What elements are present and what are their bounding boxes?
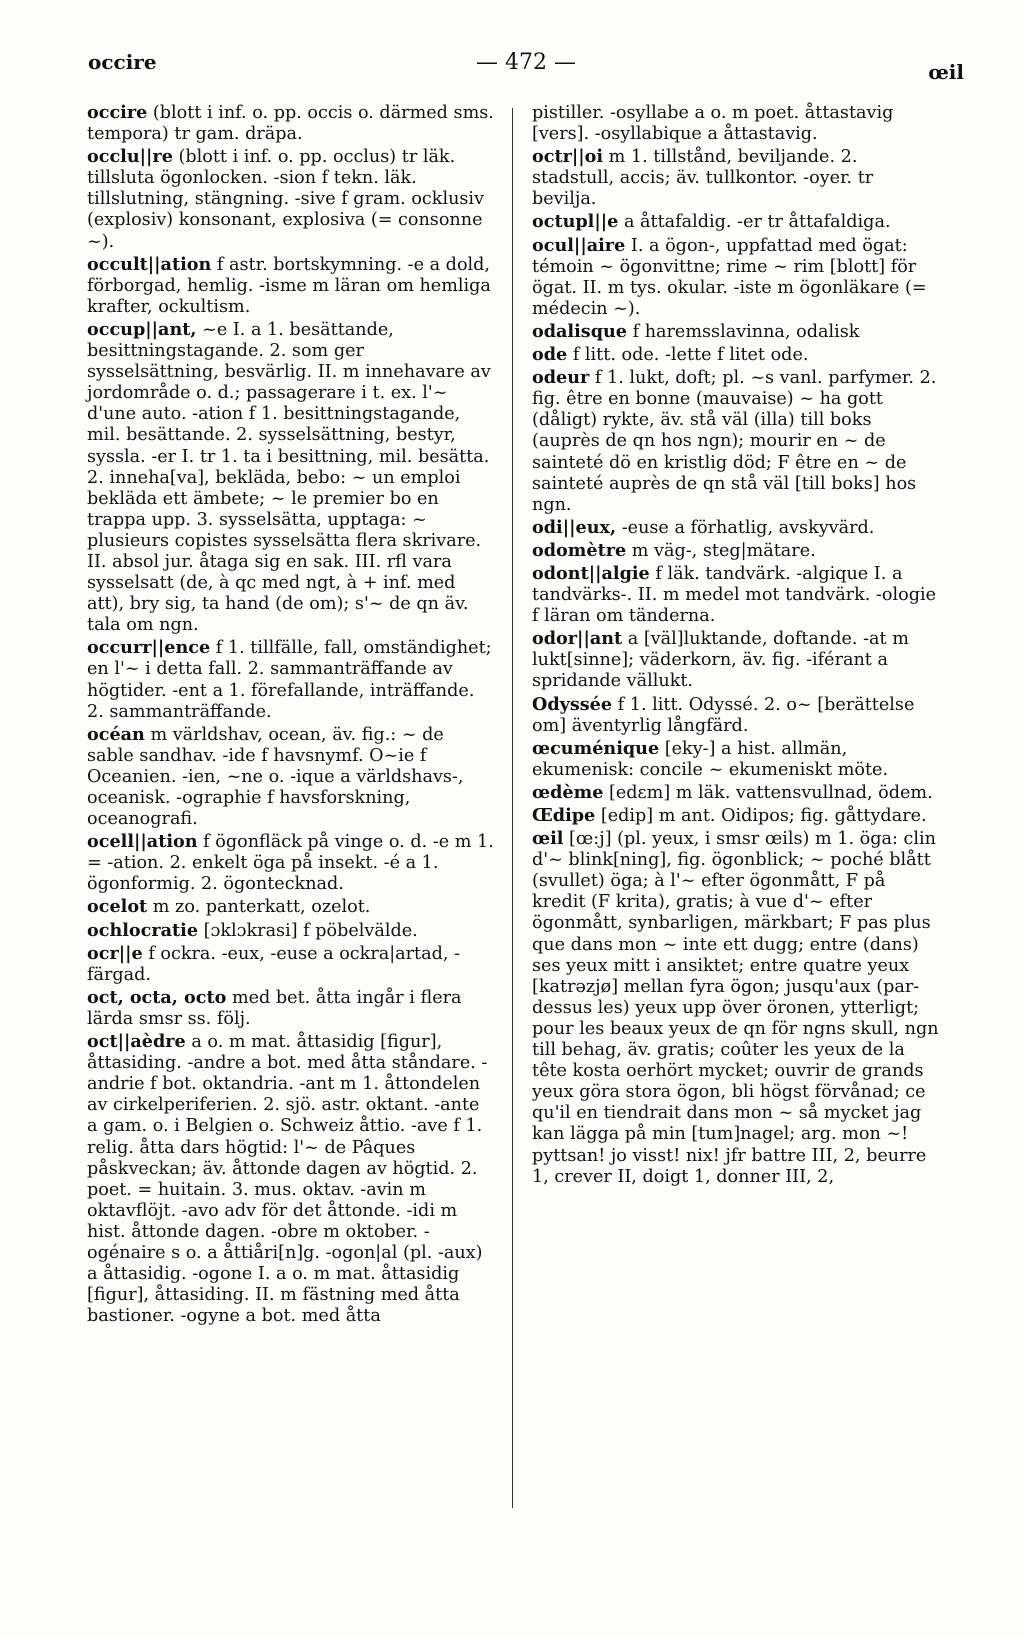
entry-headword: octr||oi	[532, 146, 604, 168]
entry-headword: occlu||re	[87, 146, 173, 168]
entry-headword: ode	[532, 344, 568, 366]
header-left-headword: occire	[88, 50, 157, 74]
entry-headword: odi||eux,	[532, 516, 617, 538]
dictionary-entry	[87, 254, 495, 318]
dictionary-entry	[532, 828, 940, 1188]
entry-definition: f astr. bortskymning. -e a dold, förborgad, hemlig. -isme m läran om hemliga krafter, ockultism.	[87, 254, 491, 317]
entry-headword: ocelot	[87, 896, 148, 918]
entry-headword: oct, octa, octo	[87, 986, 227, 1008]
entry-definition: -euse a förhatlig, avskyvärd.	[621, 517, 875, 538]
entry-headword: ochlocratie	[87, 919, 199, 941]
entry-headword: ocr||e	[87, 942, 143, 964]
entry-definition: f 1. litt. Odyssé. 2. o~ [berättelse om] äventyrlig långfärd.	[532, 694, 915, 736]
dictionary-entry	[87, 1031, 495, 1327]
entry-definition: a o. m mat. åttasidig [figur], åttasiding. -andre a bot. med åtta ståndare. -andrie f bot. oktandria. -ant m 1. åttondelen av cirkelperiferien. 2. sjö. astr. oktant. -ante a gam. o. i Belgien o. Schweiz åttio. -ave f 1. relig. åtta dars högtid: l'~ de Pâques påskveckan; äv. åttonde dagen av högtid. 2. poet. = huitain. 3. mus. oktav. -avin m oktavflöjt. -avo adv för det åttonde. -idi m hist. åttonde dagen. -obre m oktober. -ogénaire s o. a åttiåri[n]g. -ogon|al (pl. -aux) a åttasidig. -ogone I. a o. m mat. åttasidig [figur], åttasiding. II. m fästning med åtta bastioner. -ogyne a bot. med åtta	[87, 1032, 488, 1327]
dictionary-entry	[87, 831, 495, 895]
page-number: — 472 —	[476, 50, 576, 75]
dictionary-entry	[532, 628, 940, 692]
entry-headword: œcuménique	[532, 737, 660, 759]
dictionary-entry	[532, 367, 940, 516]
entry-headword: occup||ant,	[87, 318, 197, 340]
entry-headword: odomètre	[532, 539, 627, 561]
dictionary-entry	[87, 637, 495, 722]
dictionary-entry	[532, 540, 940, 562]
entry-definition: a [väl]luktande, doftande. -at m lukt[sinne]; väderkorn, äv. fig. -iférant a spridande vällukt.	[532, 629, 909, 692]
page-header	[88, 44, 964, 84]
dictionary-entry	[87, 146, 495, 252]
dictionary-entry	[532, 102, 940, 145]
entry-definition: m 1. tillstånd, beviljande. 2. stadstull, accis; äv. tullkontor. -oyer. tr bevilja.	[532, 147, 874, 210]
dictionary-entry	[87, 987, 495, 1030]
entry-headword: ocul||aire	[532, 234, 626, 256]
entry-headword: occurr||ence	[87, 637, 211, 659]
entry-definition: f ockra. -eux, -euse a ockra|artad, -färgad.	[87, 943, 460, 985]
entry-definition: m zo. panterkatt, ozelot.	[152, 897, 371, 918]
entry-definition: (blott i inf. o. pp. occlus) tr läk. tillsluta ögonlocken. -sion f tekn. läk. tillslutning, stängning. -sive f gram. ocklusiv (explosiv) konsonant, explosiva (= consonne ~).	[87, 147, 485, 252]
entry-definition: f läk. tandvärk. -algique I. a tandvärks-. II. m medel mot tandvärk. -ologie f läran om tänderna.	[532, 563, 936, 627]
entry-headword: oct||aèdre	[87, 1031, 186, 1053]
entry-headword: odont||algie	[532, 562, 650, 584]
entry-definition: f litt. ode. -lette f litet ode.	[572, 345, 809, 366]
dictionary-entry	[532, 782, 940, 804]
entry-headword: odeur	[532, 367, 590, 389]
dictionary-entry	[532, 694, 940, 737]
entry-definition: f haremsslavinna, odalisk	[632, 321, 860, 342]
entry-definition: f 1. tillfälle, fall, omständighet; en l'~ i detta fall. 2. sammanträffande av högtider. -ent a 1. förefallande, inträffande. 2. sammanträffande.	[87, 638, 492, 722]
entry-definition: [œ:j] (pl. yeux, i smsr œils) m 1. öga: clin d'~ blink[ning], fig. ögonblick; ~ poché blått (svullet) öga; à l'~ efter ögonmått, F på kredit (F krita), gratis; à vue d'~ efter ögonmått, synbarligen, märkbart; F pas plus que dans mon ~ inte ett dugg; entre (dans) ses yeux mitt i ansiktet; entre quatre yeux [katrəzjø] mellan fyra ögon; jusqu'aux (par-dessus les) yeux upp över öronen, ytterligt; pour les beaux yeux de qn för ngns skull, ngn till behag, äv. gratis; coûter les yeux de la tête kosta oerhört mycket; ouvrir de grands yeux göra stora ögon, bli högst förvånad; ce qu'il en tiendrait dans mon ~ så mycket jag kan lägga på min [tum]nagel; arg. mon ~! pyttsan! jo visst! nix! jfr battre III, 2, beurre 1, crever II, doigt 1, donner III, 2,	[532, 829, 939, 1187]
entry-definition: med bet. åtta ingår i flera lärda smsr ss. följ.	[87, 987, 462, 1029]
entry-headword: occult||ation	[87, 253, 212, 275]
header-right-headword: œil	[928, 60, 964, 84]
dictionary-entry	[532, 738, 940, 781]
entry-headword: ocell||ation	[87, 831, 198, 853]
entry-headword: octupl||e	[532, 211, 619, 233]
dictionary-entry	[532, 517, 940, 539]
entry-definition: a åttafaldig. -er tr åttafaldiga.	[623, 212, 891, 233]
right-column	[532, 102, 940, 1189]
entry-headword: Œdipe	[532, 805, 596, 826]
entry-definition: pistiller. -osyllabe a o. m poet. åttastavig [vers]. -osyllabique a åttastavig.	[532, 103, 894, 145]
entry-definition: f 1. lukt, doft; pl. ~s vanl. parfymer. 2. fig. être en bonne (mauvaise) ~ ha gott (dåligt) rykte, äv. stå väl (illa) till boks (auprès de qn hos ngn); mourir en ~ de sainteté dö en kristlig död; F être en ~ de sainteté auprès de qn stå väl [till boks] hos ngn.	[532, 368, 937, 515]
dictionary-entry	[532, 344, 940, 366]
dictionary-entry	[532, 805, 940, 827]
entry-headword: œil	[532, 828, 564, 850]
dictionary-entry	[87, 724, 495, 830]
dictionary-entry	[532, 321, 940, 343]
dictionary-entry	[87, 102, 495, 145]
entry-definition: [edɛm] m läk. vattensvullnad, ödem.	[608, 782, 933, 803]
entry-definition: ~e I. a 1. besättande, besittningstagande. 2. som ger sysselsättning, besvärlig. II. m innehavare av jordområde o. d.; passagerare i t. ex. l'~ d'une auto. -ation f 1. besittningstagande, mil. besättande. 2. sysselsättning, bestyr, syssla. -er I. tr 1. ta i besittning, mil. besätta. 2. inneha[va], bekläda, bebo: ~ un emploi bekläda ett ämbete; ~ le premier bo en trappa upp. 3. sysselsätta, upptaga: ~ plusieurs copistes sysselsätta flera skrivare. II. absol jur. åtaga sig en sak. III. rfl vara sysselsatt (de, à qc med ngt, à + inf. med att), bry sig, ta hand (de om); s'~ de qn äv. tala om ngn.	[87, 319, 491, 636]
dictionary-entry	[532, 146, 940, 210]
dictionary-entry	[532, 563, 940, 627]
entry-definition: (blott i inf. o. pp. occis o. därmed sms. tempora) tr gam. dräpa.	[87, 103, 494, 145]
entry-definition: f ögonfläck på vinge o. d. -e m 1. = -ation. 2. enkelt öga på insekt. -é a 1. ögonformig. 2. ögontecknad.	[87, 832, 494, 895]
entry-headword: occire	[87, 102, 148, 123]
column-divider	[512, 108, 513, 1508]
dictionary-entry	[87, 896, 495, 918]
entry-definition: m världshav, ocean, äv. fig.: ~ de sable sandhav. -ide f havsnymf. O~ie f Oceanien. -ien, ~ne o. -ique a världshavs-, oceanisk. -ographie f havsforskning, oceanografi.	[87, 724, 464, 830]
dictionary-entry	[532, 211, 940, 233]
dictionary-entry	[87, 319, 495, 636]
dictionary-entry	[87, 920, 495, 942]
dictionary-entry	[87, 943, 495, 986]
left-column	[87, 102, 495, 1328]
entry-definition: m väg-, steg|mätare.	[631, 540, 816, 561]
entry-definition: [ɔklɔkrasi] f pöbelvälde.	[203, 920, 418, 941]
entry-headword: océan	[87, 723, 145, 745]
dictionary-entry	[532, 235, 940, 320]
entry-headword: odalisque	[532, 320, 627, 342]
entry-definition: [edip] m ant. Oidipos; fig. gåttydare.	[600, 806, 927, 826]
entry-definition: I. a ögon-, uppfattad med ögat: témoin ~ ögonvittne; rime ~ rim [blott] för ögat. II. m tys. okular. -iste m ögonläkare (= médecin ~).	[532, 235, 927, 319]
entry-headword: odor||ant	[532, 628, 623, 650]
entry-headword: Odyssée	[532, 693, 613, 715]
entry-headword: œdème	[532, 781, 604, 803]
entry-definition: [eky-] a hist. allmän, ekumenisk: concile ~ ekumeniskt möte.	[532, 738, 889, 780]
